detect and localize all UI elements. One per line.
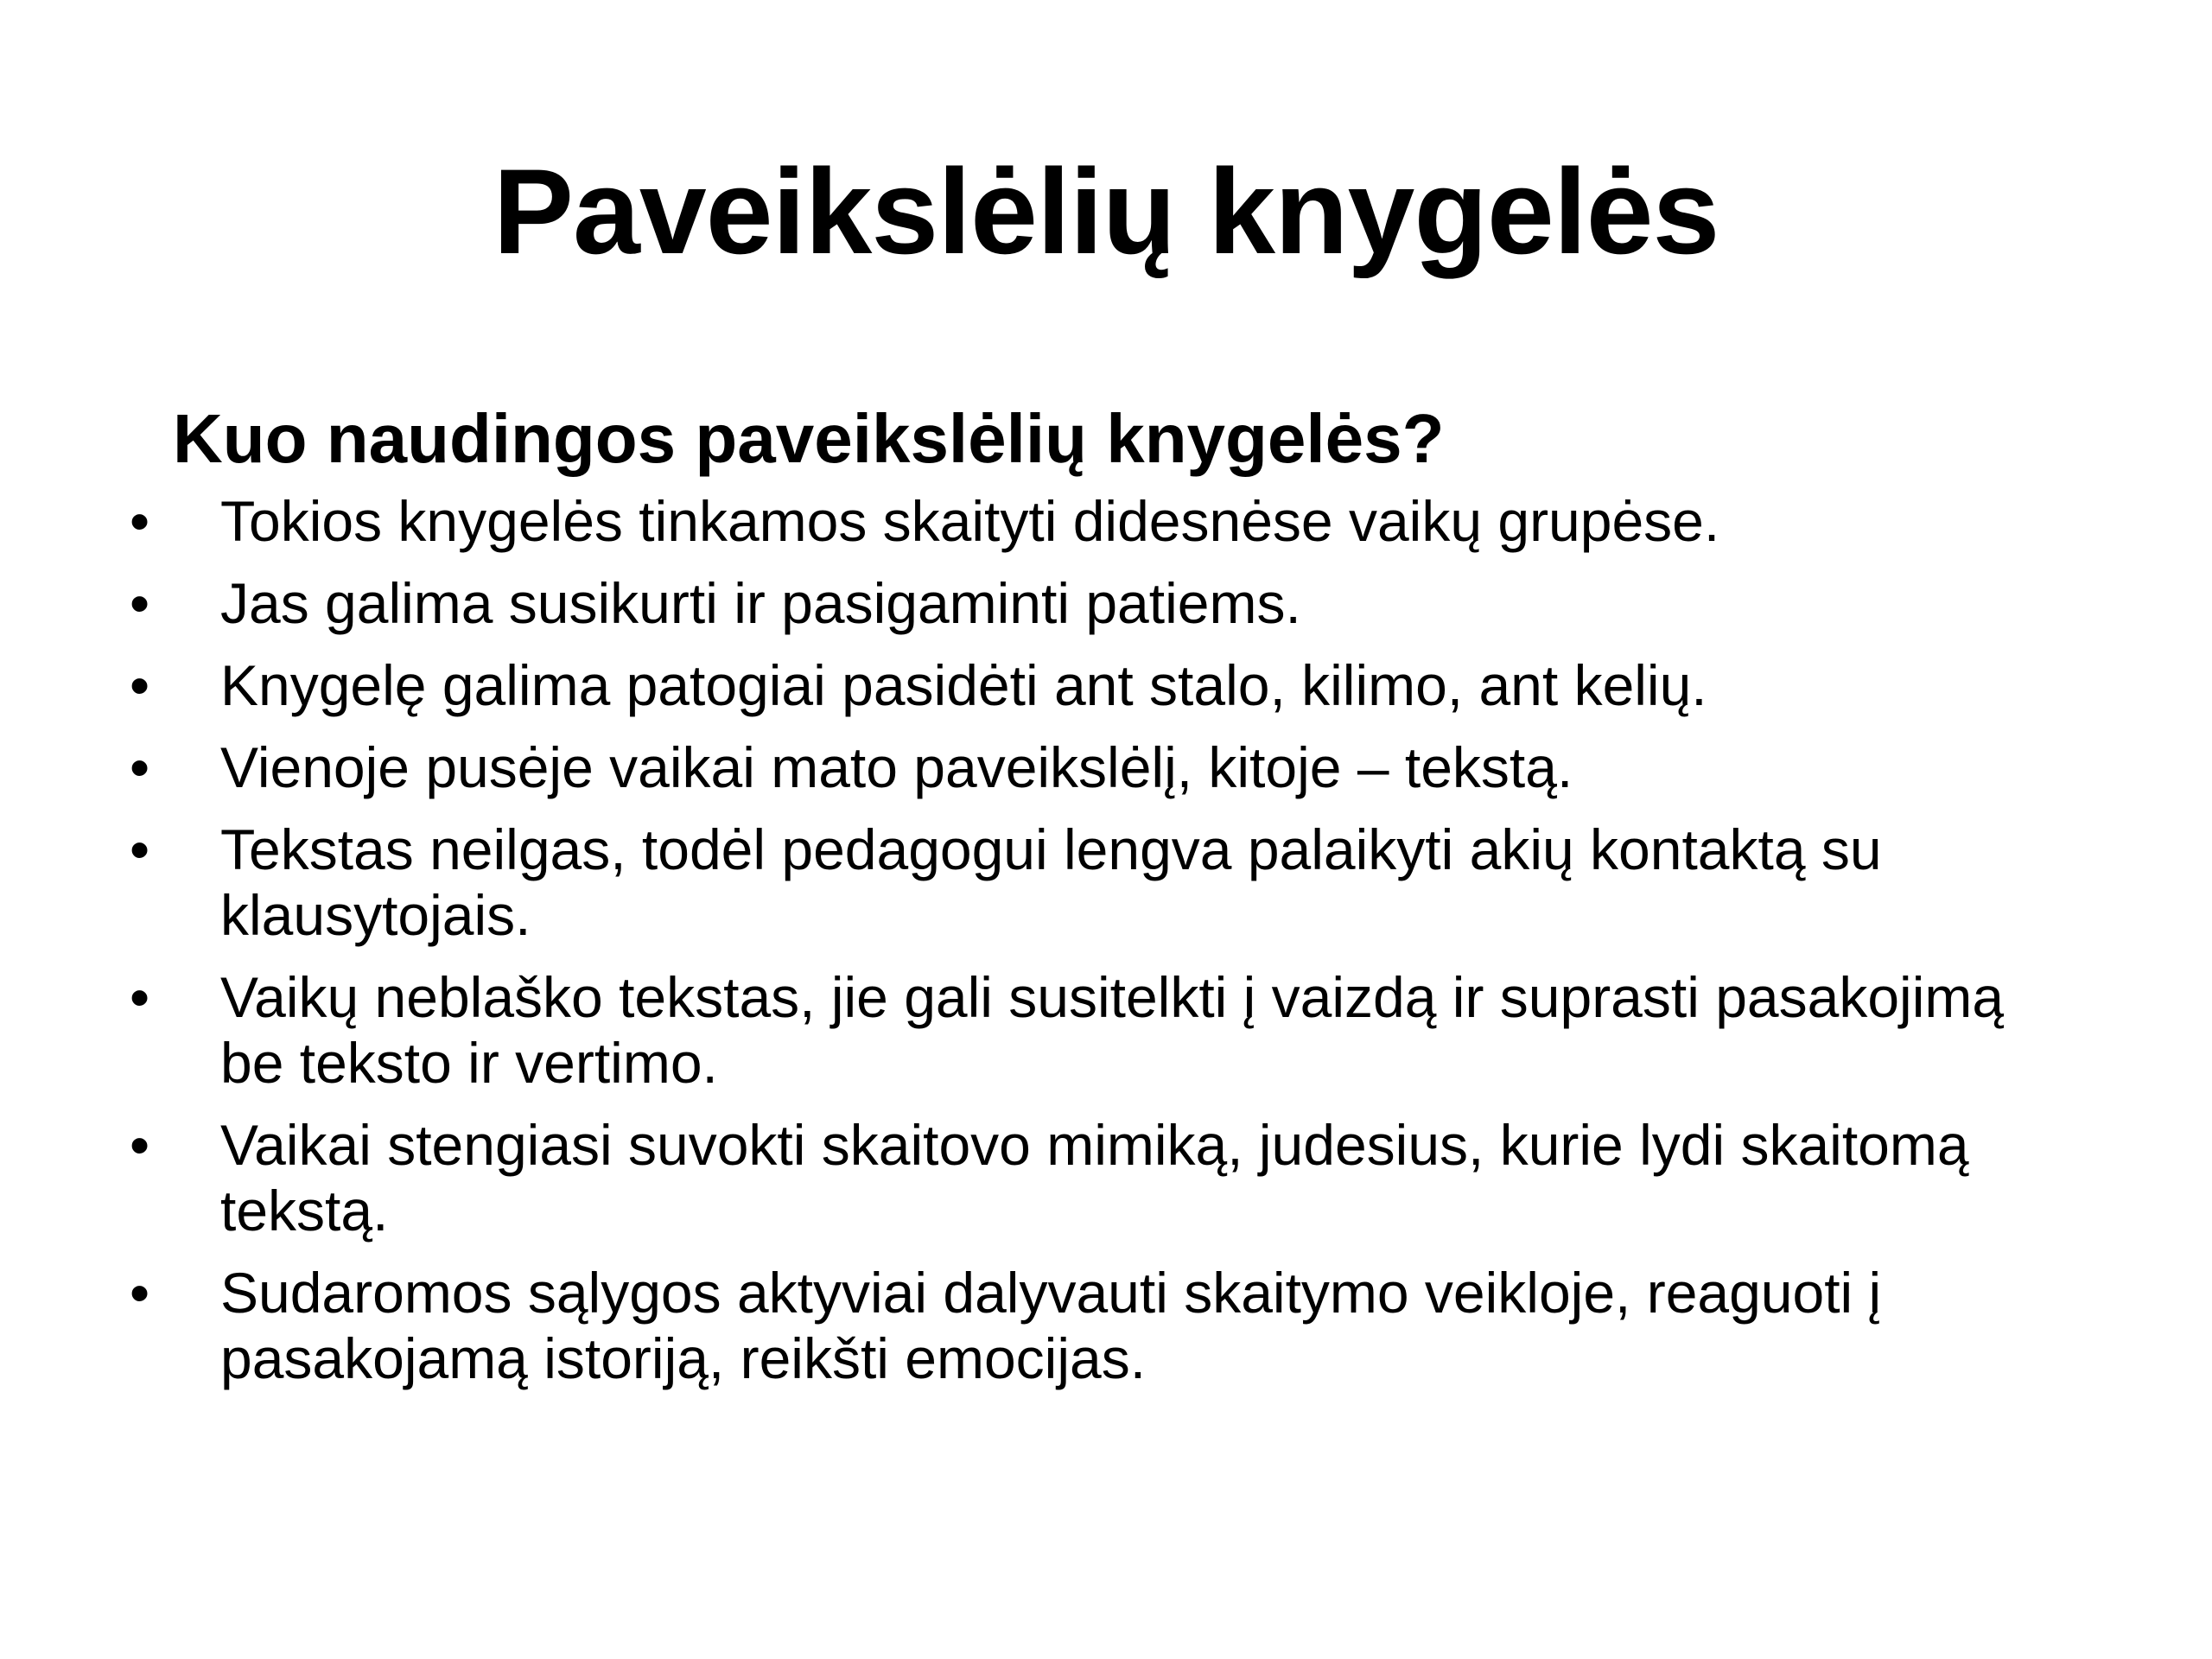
bullet-item	[130, 1112, 2082, 1243]
bullet-text: Tekstas neilgas, todėl pedagogui lengva palaikyti akių kontaktą su klausytojais.	[220, 817, 1882, 947]
bullet-text: Vaikai stengiasi suvokti skaitovo mimiką, judesius, kurie lydi skaitomą tekstą.	[220, 1113, 1969, 1243]
bullet-item	[130, 570, 2082, 636]
bullet-item	[130, 652, 2082, 718]
bullet-text: Sudaromos sąlygos aktyviai dalyvauti skaitymo veikloje, reaguoti į pasakojamą istoriją, reikšti emocijas.	[220, 1261, 1882, 1390]
bullet-item	[130, 817, 2082, 948]
bullet-dot-icon: •	[130, 1261, 150, 1325]
bullet-dot-icon: •	[130, 489, 150, 553]
bullet-dot-icon: •	[130, 817, 150, 881]
bullet-dot-icon: •	[130, 735, 150, 799]
bullet-text: Vaikų neblaško tekstas, jie gali susitelkti į vaizdą ir suprasti pasakojimą be teksto ir vertimo.	[220, 965, 2005, 1095]
bullet-dot-icon: •	[130, 571, 150, 635]
bullet-text: Knygelę galima patogiai pasidėti ant stalo, kilimo, ant kelių.	[220, 653, 1707, 717]
slide-subtitle: Kuo naudingos paveikslėlių knygelės?	[173, 400, 1445, 477]
bullet-item	[130, 1260, 2082, 1391]
bullet-list	[130, 488, 2082, 1408]
bullet-item	[130, 734, 2082, 800]
bullet-dot-icon: •	[130, 653, 150, 717]
bullet-item	[130, 964, 2082, 1096]
bullet-dot-icon: •	[130, 965, 150, 1029]
bullet-item	[130, 488, 2082, 554]
bullet-text: Tokios knygelės tinkamos skaityti didesnėse vaikų grupėse.	[220, 489, 1720, 553]
slide-title: Paveikslėlių knygelės	[493, 143, 1719, 279]
bullet-dot-icon: •	[130, 1113, 150, 1177]
bullet-text: Jas galima susikurti ir pasigaminti patiems.	[220, 571, 1301, 635]
bullet-text: Vienoje pusėje vaikai mato paveikslėlį, kitoje – tekstą.	[220, 735, 1573, 799]
